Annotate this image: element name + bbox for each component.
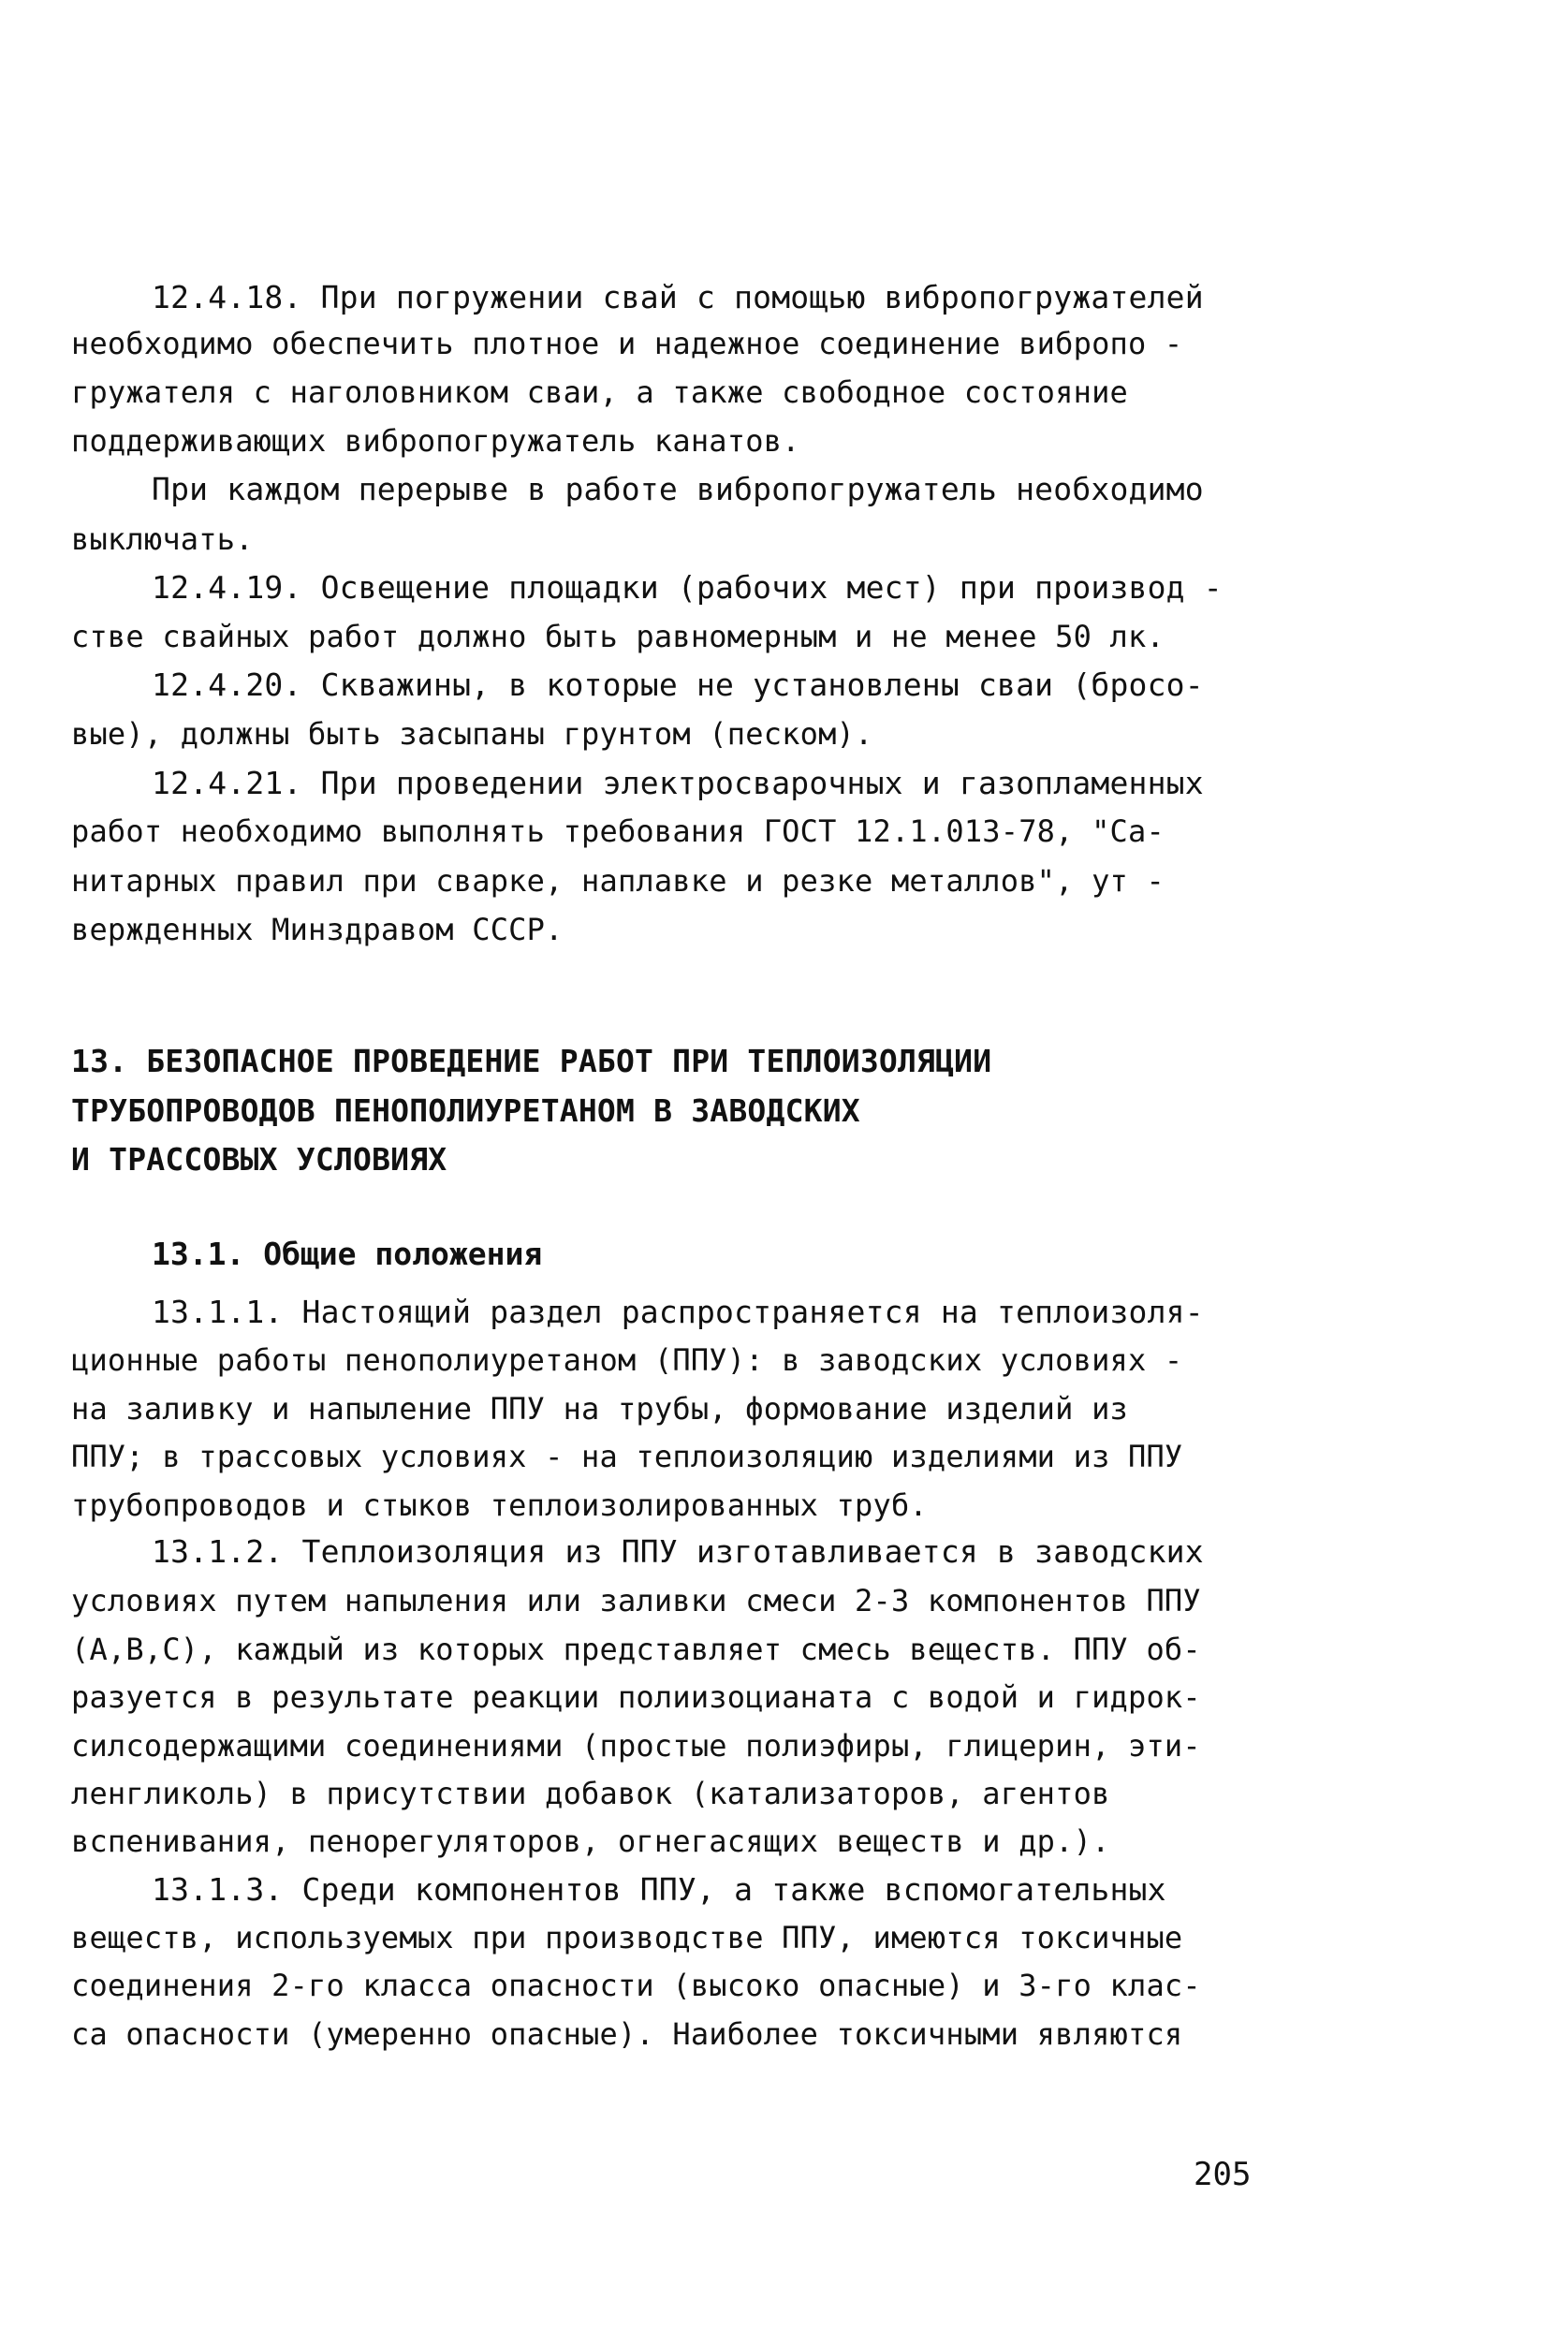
paragraph-13-1-3-line-3: соединения 2-го класса опасности (высоко опасные) и 3-го клас- — [71, 1968, 1201, 2003]
paragraph-13-1-2-line-2: условиях путем напыления или заливки смеси 2-3 компонентов ППУ — [71, 1583, 1201, 1618]
paragraph-12-4-18-line-4: поддерживающих вибропогружатель канатов. — [71, 423, 800, 459]
paragraph-12-4-18-line-2: необходимо обеспечить плотное и надежное соединение вибропо - — [71, 326, 1183, 361]
paragraph-13-1-2-line-5: силсодержащими соединениями (простые полиэфиры, глицерин, эти- — [71, 1728, 1201, 1764]
paragraph-13-1-2-line-6: ленгликоль) в присутствии добавок (катализаторов, агентов — [71, 1776, 1110, 1811]
paragraph-13-1-1-line-1: 13.1.1. Настоящий раздел распространяется на теплоизоля- — [152, 1294, 1204, 1330]
paragraph-12-4-18-line-1: 12.4.18. При погружении свай с помощью вибропогружателей — [152, 279, 1204, 315]
paragraph-12-4-21-line-3: нитарных правил при сварке, наплавке и резке металлов", ут - — [71, 863, 1165, 899]
section-13-title-line-3: И ТРАССОВЫХ УСЛОВИЯХ — [71, 1141, 447, 1178]
subsection-13-1-title: 13.1. Общие положения — [152, 1236, 543, 1272]
paragraph-13-1-3-line-2: веществ, используемых при производстве ППУ, имеются токсичные — [71, 1920, 1183, 1955]
paragraph-13-1-3-line-1: 13.1.3. Среди компонентов ППУ, а также вспомогательных — [152, 1871, 1166, 1908]
paragraph-13-1-2-line-7: вспенивания, пенорегуляторов, огнегасящих веществ и др.). — [71, 1823, 1110, 1859]
paragraph-13-1-1-line-3: на заливку и напыление ППУ на трубы, формование изделий из — [71, 1391, 1129, 1427]
paragraph-12-4-18-line-3: гружателя с наголовником сваи, а также свободное состояние — [71, 374, 1129, 410]
paragraph-13-1-1-line-4: ППУ; в трассовых условиях - на теплоизоляцию изделиями из ППУ — [71, 1439, 1183, 1474]
paragraph-13-1-1-line-2: ционные работы пенополиуретаном (ППУ): в заводских условиях - — [71, 1342, 1183, 1378]
paragraph-13-1-3-line-4: са опасности (умеренно опасные). Наиболее токсичными являются — [71, 2016, 1183, 2052]
paragraph-13-1-2-line-3: (А,В,С), каждый из которых представляет смесь веществ. ППУ об- — [71, 1632, 1201, 1667]
paragraph-12-4-21-line-4: вержденных Минздравом СССР. — [71, 912, 564, 947]
paragraph-12-4-21-line-2: работ необходимо выполнять требования ГОСТ 12.1.013-78, "Са- — [71, 813, 1165, 849]
section-13-title-line-2: ТРУБОПРОВОДОВ ПЕНОПОЛИУРЕТАНОМ В ЗАВОДСКИХ — [71, 1092, 860, 1129]
paragraph-12-4-20-line-2: вые), должны быть засыпаны грунтом (песком). — [71, 716, 873, 752]
paragraph-12-4-21-line-1: 12.4.21. При проведении электросварочных и газопламенных — [152, 765, 1204, 801]
paragraph-12-4-20-line-1: 12.4.20. Скважины, в которые не установлены сваи (бросо- — [152, 666, 1204, 703]
paragraph-13-1-2-line-4: разуется в результате реакции полиизоцианата с водой и гидрок- — [71, 1679, 1201, 1715]
page-number: 205 — [1194, 2156, 1252, 2193]
section-13-title-line-1: 13. БЕЗОПАСНОЕ ПРОВЕДЕНИЕ РАБОТ ПРИ ТЕПЛОИЗОЛЯЦИИ — [71, 1043, 992, 1079]
paragraph-12-4-18-line-5: При каждом перерыве в работе вибропогружатель необходимо — [152, 471, 1204, 507]
paragraph-13-1-2-line-1: 13.1.2. Теплоизоляция из ППУ изготавливается в заводских — [152, 1533, 1204, 1570]
paragraph-12-4-18-line-6: выключать. — [71, 521, 254, 557]
paragraph-12-4-19-line-1: 12.4.19. Освещение площадки (рабочих мест) при производ - — [152, 569, 1223, 606]
paragraph-12-4-19-line-2: стве свайных работ должно быть равномерным и не менее 50 лк. — [71, 619, 1165, 654]
paragraph-13-1-1-line-5: трубопроводов и стыков теплоизолированных труб. — [71, 1487, 928, 1523]
